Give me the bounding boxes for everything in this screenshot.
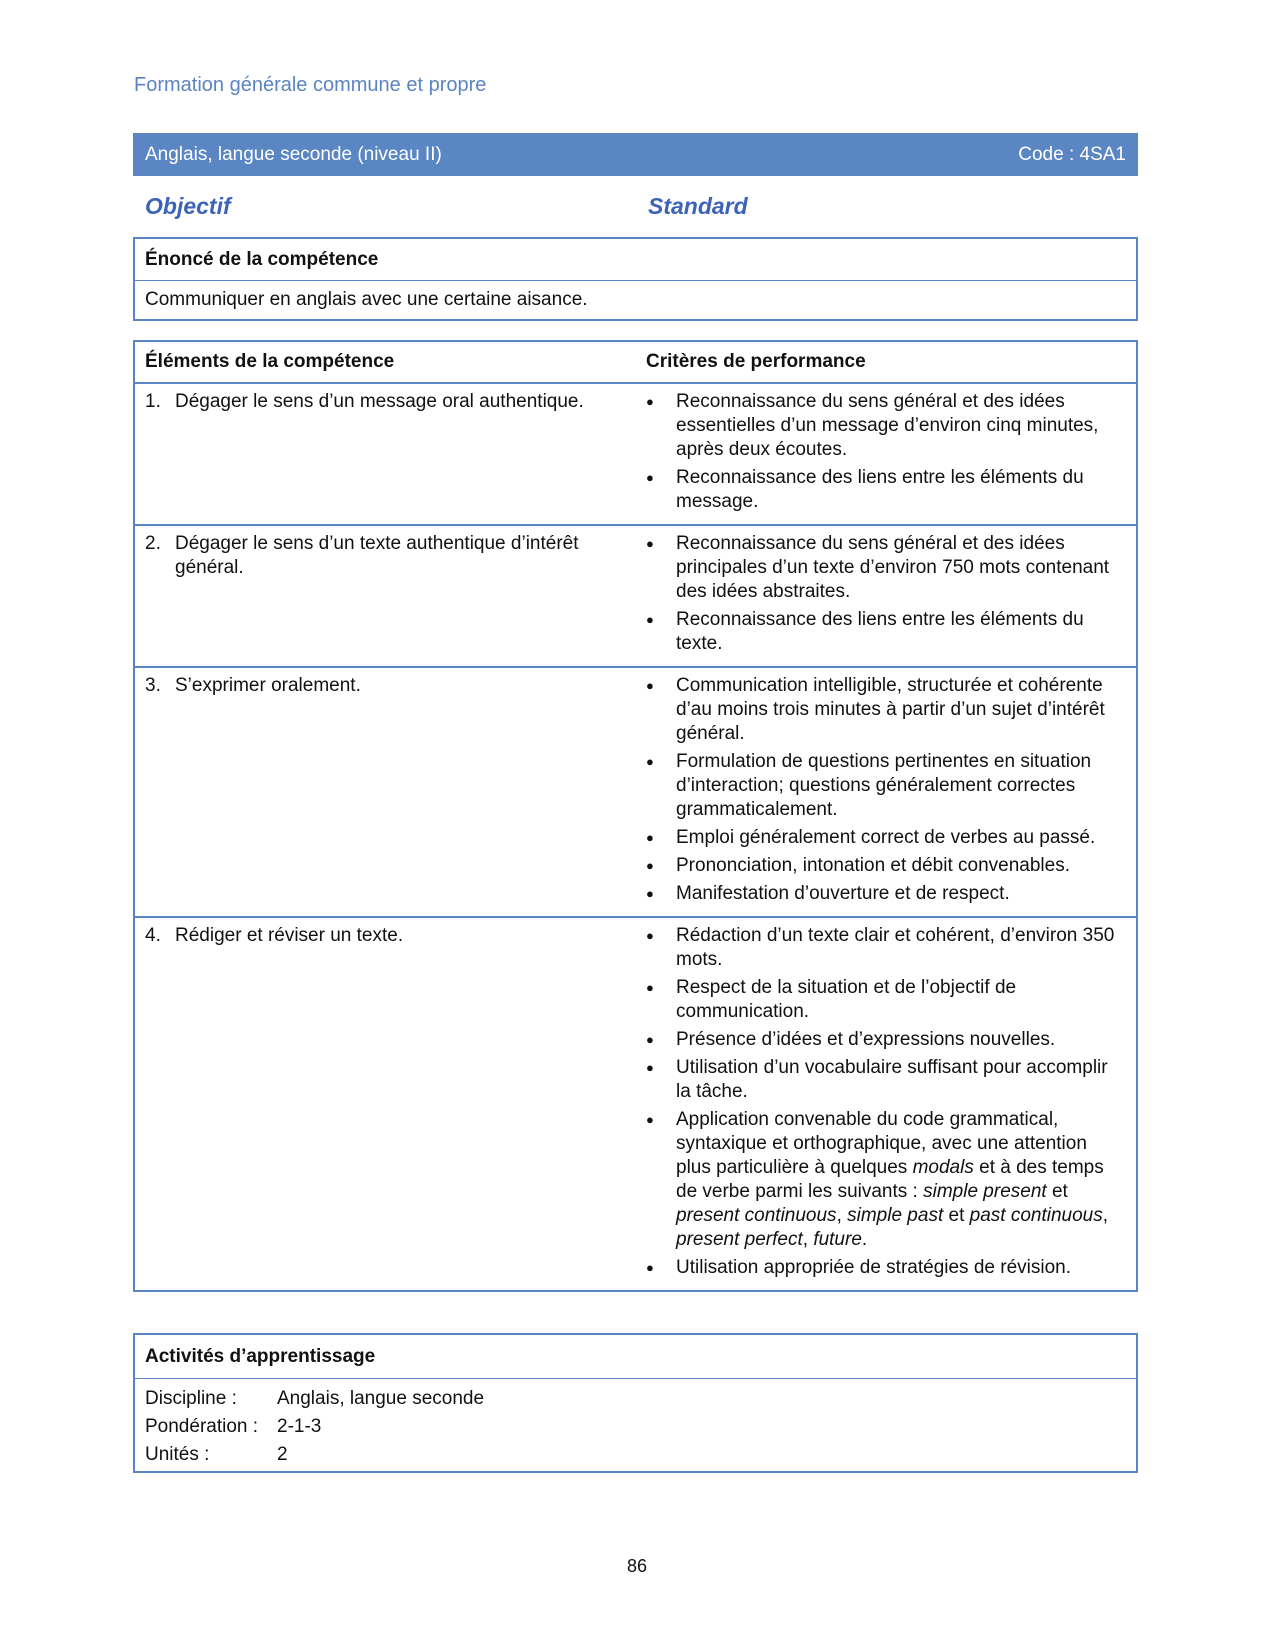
bullet-icon: ● (646, 536, 654, 551)
element-text: Rédiger et réviser un texte. (175, 925, 404, 946)
criterion-text: Manifestation d’ouverture et de respect. (676, 883, 1010, 904)
unites-line (135, 1441, 1136, 1469)
table-row (135, 526, 1136, 668)
page-header: Formation générale commune et propre (134, 74, 487, 96)
bullet-icon: ● (646, 394, 654, 409)
ponderation-line (135, 1413, 1136, 1441)
activities-box (133, 1333, 1138, 1473)
criteria-cell (625, 384, 1136, 524)
criterion-item (646, 390, 1126, 462)
criterion-text: Rédaction d’un texte clair et cohérent, d’environ 350 mots. (676, 925, 1115, 970)
bullet-icon: ● (646, 678, 654, 693)
criterion-item (646, 674, 1126, 746)
criterion-text: Emploi généralement correct de verbes au passé. (676, 827, 1096, 848)
bullet-icon: ● (646, 928, 654, 943)
criteria-cell (625, 918, 1136, 1290)
bullet-icon: ● (646, 754, 654, 769)
objective-title: Objectif (145, 193, 231, 219)
criterion-item (646, 924, 1126, 972)
element-text: Dégager le sens d’un texte authentique d’intérêt général. (175, 533, 579, 578)
bullet-icon: ● (646, 470, 654, 485)
criterion-text: Reconnaissance des liens entre les éléments du texte. (676, 609, 1084, 654)
criteria-header: Critères de performance (646, 351, 866, 372)
criterion-item (646, 1108, 1126, 1252)
bullet-icon: ● (646, 612, 654, 627)
competence-title: Énoncé de la compétence (135, 239, 1136, 281)
activities-title: Activités d’apprentissage (135, 1335, 1136, 1379)
criterion-item (646, 532, 1126, 604)
course-code: Code : 4SA1 (1018, 143, 1126, 165)
criterion-text: Formulation de questions pertinentes en situation d’interaction; questions généralement correctes grammaticalement. (676, 751, 1092, 820)
element-number: 1. (145, 391, 161, 412)
bullet-icon: ● (646, 858, 654, 873)
discipline-value: Anglais, langue seconde (277, 1388, 485, 1409)
criterion-text: Application convenable du code grammatical, syntaxique et orthographique, avec une attention plus particulière à quelques modals et à des temps de verbe parmi les suivants : simple present et present continuous, simple past et past continuous, present perfect, future. (676, 1109, 1109, 1250)
criterion-item (646, 976, 1126, 1024)
criterion-item (646, 1256, 1126, 1280)
ponderation-label: Pondération : (145, 1416, 259, 1437)
criteria-cell (625, 526, 1136, 666)
element-cell (135, 668, 625, 916)
element-cell (135, 384, 625, 524)
page-number: 86 (627, 1556, 648, 1576)
element-text: Dégager le sens d’un message oral authentique. (175, 391, 584, 412)
standard-title: Standard (648, 193, 748, 219)
elements-header: Éléments de la compétence (145, 351, 395, 372)
unites-label: Unités : (145, 1444, 210, 1465)
element-cell (135, 918, 625, 1290)
bullet-icon: ● (646, 830, 654, 845)
bullet-icon: ● (646, 1060, 654, 1075)
criterion-item (646, 826, 1126, 850)
criterion-text: Communication intelligible, structurée et cohérente d’au moins trois minutes à partir d’un sujet d’intérêt général. (676, 675, 1105, 744)
bullet-icon: ● (646, 1032, 654, 1047)
course-bar (133, 133, 1138, 176)
objective-standard-row (145, 193, 1135, 223)
table-header (135, 342, 1136, 384)
element-text: S’exprimer oralement. (175, 675, 361, 696)
table-row (135, 918, 1136, 1290)
criterion-text: Utilisation d’un vocabulaire suffisant pour accomplir la tâche. (676, 1057, 1108, 1102)
criterion-item (646, 608, 1126, 656)
criterion-item (646, 882, 1126, 906)
element-number: 3. (145, 675, 161, 696)
criterion-text: Présence d’idées et d’expressions nouvelles. (676, 1029, 1056, 1050)
table-row (135, 668, 1136, 918)
discipline-line (135, 1385, 1136, 1413)
criterion-text: Utilisation appropriée de stratégies de révision. (676, 1257, 1071, 1278)
competence-table (133, 340, 1138, 1292)
criterion-item (646, 854, 1126, 878)
element-number: 4. (145, 925, 161, 946)
criteria-cell (625, 668, 1136, 916)
unites-value: 2 (277, 1444, 288, 1465)
criterion-text: Reconnaissance des liens entre les éléments du message. (676, 467, 1084, 512)
course-title: Anglais, langue seconde (niveau II) (145, 143, 442, 165)
bullet-icon: ● (646, 1112, 654, 1127)
criterion-text: Reconnaissance du sens général et des idées principales d’un texte d’environ 750 mots contenant des idées abstraites. (676, 533, 1110, 602)
criterion-text: Prononciation, intonation et débit convenables. (676, 855, 1070, 876)
bullet-icon: ● (646, 1260, 654, 1275)
bullet-icon: ● (646, 980, 654, 995)
table-body (135, 384, 1136, 1290)
discipline-label: Discipline : (145, 1388, 237, 1409)
element-number: 2. (145, 533, 161, 554)
criterion-item (646, 466, 1126, 514)
criterion-item (646, 750, 1126, 822)
table-row (135, 384, 1136, 526)
bullet-icon: ● (646, 886, 654, 901)
criterion-item (646, 1056, 1126, 1104)
competence-box (133, 237, 1138, 321)
element-cell (135, 526, 625, 666)
criterion-text: Reconnaissance du sens général et des idées essentielles d’un message d’environ cinq minutes, après deux écoutes. (676, 391, 1099, 460)
competence-text: Communiquer en anglais avec une certaine aisance. (145, 289, 588, 310)
ponderation-value: 2-1-3 (277, 1416, 322, 1437)
criterion-text: Respect de la situation et de l’objectif de communication. (676, 977, 1017, 1022)
criterion-item (646, 1028, 1126, 1052)
